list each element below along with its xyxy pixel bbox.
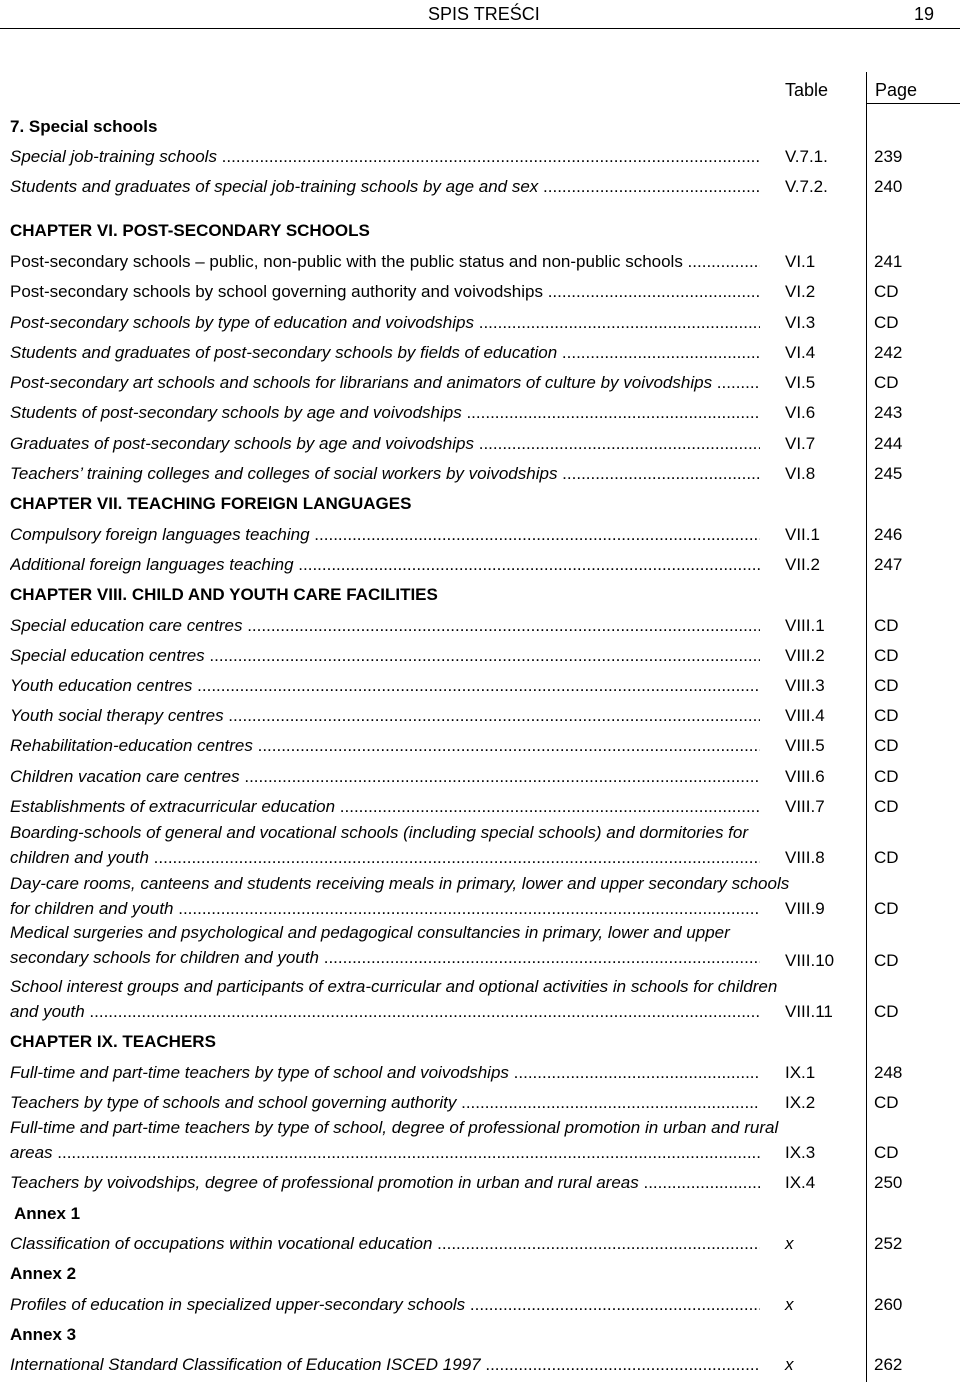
entry-page: 250 bbox=[874, 1173, 903, 1192]
entry-title: Students and graduates of post-secondary schools by fields of education ..... bbox=[10, 343, 760, 363]
entry-page: CD bbox=[874, 797, 899, 816]
header-title: SPIS TREŚCI bbox=[428, 4, 540, 24]
entry-title: Students of post-secondary schools by age and voivodships ..... bbox=[10, 403, 760, 423]
table-column-header: Table bbox=[785, 80, 829, 100]
section-heading-chapter-viii: CHAPTER VIII. CHILD AND YOUTH CARE FACILITIES bbox=[10, 585, 438, 604]
entry-title: Youth social therapy centres ..... bbox=[10, 706, 760, 726]
entry-page: CD bbox=[874, 848, 899, 867]
entry-page: CD bbox=[874, 676, 899, 695]
entry-title: Teachers’ training colleges and colleges of social workers by voivodships ..... bbox=[10, 464, 760, 484]
page-column-header: Page bbox=[875, 80, 918, 100]
entry-table: VIII.11 bbox=[785, 1002, 833, 1021]
entry-table: x bbox=[785, 1295, 794, 1314]
section-heading-annex-2: Annex 2 bbox=[10, 1264, 77, 1283]
section-heading-annex-1: Annex 1 bbox=[14, 1204, 81, 1223]
entry-title: Students and graduates of special job-training schools by age and sex ..... bbox=[10, 177, 760, 197]
entry-table: VI.5 bbox=[785, 373, 816, 392]
section-heading-chapter-vii: CHAPTER VII. TEACHING FOREIGN LANGUAGES bbox=[10, 494, 412, 513]
section-heading-chapter-ix: CHAPTER IX. TEACHERS bbox=[10, 1032, 216, 1051]
entry-page: CD bbox=[874, 706, 899, 725]
entry-title: Profiles of education in specialized upper-secondary schools ..... bbox=[10, 1295, 760, 1315]
entry-table: VIII.1 bbox=[785, 616, 825, 635]
entry-page: CD bbox=[874, 373, 899, 392]
entry-title: areas ..... bbox=[10, 1143, 760, 1163]
entry-title: Special education centres ..... bbox=[10, 646, 760, 666]
entry-page: 245 bbox=[874, 464, 903, 483]
entry-title: secondary schools for children and youth ..... bbox=[10, 948, 760, 968]
entry-page: 239 bbox=[874, 147, 903, 166]
entry-title-line1: Full-time and part-time teachers by type of school, degree of professional promotion in urban and rural bbox=[10, 1118, 779, 1137]
entry-page: CD bbox=[874, 951, 899, 970]
entry-title: Post-secondary schools by type of education and voivodships ..... bbox=[10, 313, 760, 333]
entry-title: for children and youth ..... bbox=[10, 899, 760, 919]
entry-title: International Standard Classification of Education ISCED 1997 ..... bbox=[10, 1355, 760, 1375]
entry-title: Additional foreign languages teaching ..... bbox=[10, 555, 760, 575]
page-header bbox=[0, 0, 960, 29]
entry-title-line1: Day-care rooms, canteens and students receiving meals in primary, lower and upper secondary schools bbox=[10, 874, 790, 893]
entry-table: VIII.5 bbox=[785, 736, 825, 755]
entry-table: x bbox=[785, 1355, 794, 1374]
entry-table: VI.6 bbox=[785, 403, 816, 422]
entry-title: Post-secondary schools by school governing authority and voivodships ..... bbox=[10, 282, 760, 302]
entry-title: Children vacation care centres ..... bbox=[10, 767, 760, 787]
entry-table: VI.8 bbox=[785, 464, 816, 483]
entry-table: VIII.10 bbox=[785, 951, 835, 970]
entry-page: CD bbox=[874, 616, 899, 635]
entry-table: IX.2 bbox=[785, 1093, 816, 1112]
entry-page: CD bbox=[874, 1093, 899, 1112]
entry-title: Post-secondary art schools and schools for librarians and animators of culture by voivodships ..... bbox=[10, 373, 760, 393]
entry-page: CD bbox=[874, 313, 899, 332]
entry-table: VIII.2 bbox=[785, 646, 825, 665]
entry-title: Teachers by type of schools and school governing authority ..... bbox=[10, 1093, 760, 1113]
section-heading-chapter-vi: CHAPTER VI. POST-SECONDARY SCHOOLS bbox=[10, 221, 370, 240]
entry-page: 240 bbox=[874, 177, 903, 196]
entry-table: V.7.2. bbox=[785, 177, 828, 196]
entry-title-line1: School interest groups and participants of extra-curricular and optional activities in schools for children bbox=[10, 977, 778, 996]
entry-title: Establishments of extracurricular education ..... bbox=[10, 797, 760, 817]
section-heading-annex-3: Annex 3 bbox=[10, 1325, 77, 1344]
entry-table: IX.3 bbox=[785, 1143, 816, 1162]
entry-title: Rehabilitation-education centres ..... bbox=[10, 736, 760, 756]
page-column-rule bbox=[866, 103, 960, 104]
header-page-number: 19 bbox=[914, 4, 935, 24]
entry-table: VI.4 bbox=[785, 343, 816, 362]
entry-page: 248 bbox=[874, 1063, 903, 1082]
entry-table: VI.7 bbox=[785, 434, 816, 453]
entry-title: children and youth ..... bbox=[10, 848, 760, 868]
entry-title: Graduates of post-secondary schools by age and voivodships ..... bbox=[10, 434, 760, 454]
entry-table: IX.4 bbox=[785, 1173, 816, 1192]
entry-page: CD bbox=[874, 646, 899, 665]
entry-table: VIII.4 bbox=[785, 706, 825, 725]
entry-table: VI.2 bbox=[785, 282, 816, 301]
entry-title: Special job-training schools ..... bbox=[10, 147, 760, 167]
entry-title: Youth education centres ..... bbox=[10, 676, 760, 696]
entry-table: x bbox=[785, 1234, 794, 1253]
entry-title: Post-secondary schools – public, non-public with the public status and non-public schools ..... bbox=[10, 252, 760, 272]
entry-table: IX.1 bbox=[785, 1063, 816, 1082]
entry-page: 241 bbox=[874, 252, 903, 271]
entry-title: Full-time and part-time teachers by type of school and voivodships ..... bbox=[10, 1063, 760, 1083]
entry-page: CD bbox=[874, 899, 899, 918]
entry-table: VII.1 bbox=[785, 525, 820, 544]
section-heading-special-schools: 7. Special schools bbox=[10, 117, 158, 136]
column-divider bbox=[866, 72, 867, 1382]
entry-page: CD bbox=[874, 767, 899, 786]
entry-page: 252 bbox=[874, 1234, 903, 1253]
entry-table: VI.1 bbox=[785, 252, 816, 271]
entry-table: VIII.3 bbox=[785, 676, 825, 695]
entry-table: VIII.8 bbox=[785, 848, 825, 867]
entry-title-line1: Medical surgeries and psychological and pedagogical consultancies in primary, lower and upper bbox=[10, 923, 730, 942]
entry-page: CD bbox=[874, 1143, 899, 1162]
entry-title: and youth ..... bbox=[10, 1002, 760, 1022]
entry-title: Classification of occupations within vocational education ..... bbox=[10, 1234, 760, 1254]
entry-page: CD bbox=[874, 282, 899, 301]
entry-table: V.7.1. bbox=[785, 147, 828, 166]
entry-page: 243 bbox=[874, 403, 903, 422]
entry-page: 246 bbox=[874, 525, 903, 544]
entry-page: 247 bbox=[874, 555, 903, 574]
entry-table: VIII.6 bbox=[785, 767, 825, 786]
entry-page: 244 bbox=[874, 434, 903, 453]
entry-title: Teachers by voivodships, degree of professional promotion in urban and rural areas ..... bbox=[10, 1173, 760, 1193]
entry-table: VI.3 bbox=[785, 313, 816, 332]
entry-page: 260 bbox=[874, 1295, 903, 1314]
entry-title: Compulsory foreign languages teaching ..... bbox=[10, 525, 760, 545]
entry-title-line1: Boarding-schools of general and vocational schools (including special schools) and dormitories for bbox=[10, 823, 749, 842]
entry-title: Special education care centres ..... bbox=[10, 616, 760, 636]
entry-page: CD bbox=[874, 1002, 899, 1021]
entry-page: 262 bbox=[874, 1355, 903, 1374]
entry-page: CD bbox=[874, 736, 899, 755]
entry-table: VIII.9 bbox=[785, 899, 825, 918]
entry-table: VII.2 bbox=[785, 555, 820, 574]
entry-page: 242 bbox=[874, 343, 903, 362]
entry-table: VIII.7 bbox=[785, 797, 825, 816]
